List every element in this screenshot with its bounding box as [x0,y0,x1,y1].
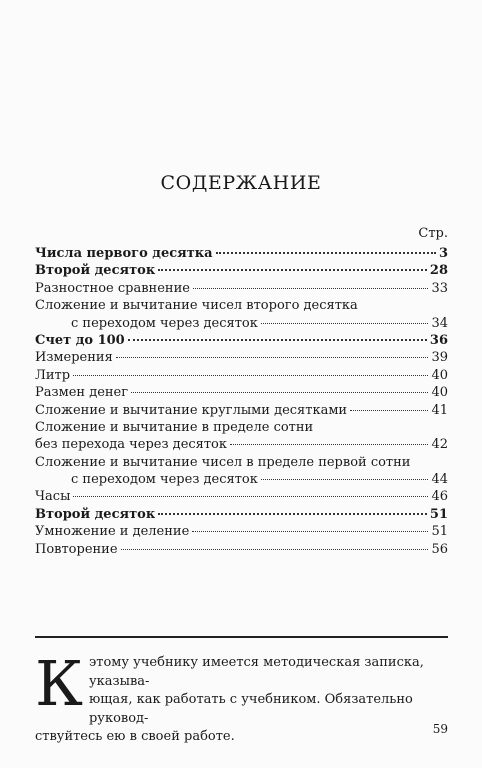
toc-entry [35,402,448,419]
toc-entry-page: 56 [431,541,448,557]
toc-entry [35,384,448,401]
toc-entry-title: Числа первого десятка [35,246,213,261]
toc-entry [35,488,448,505]
page-column-label: Стр. [418,226,448,241]
toc-entry-page: 34 [431,315,448,331]
toc-entry-page: 40 [431,385,448,401]
toc-entry [35,506,448,523]
toc-entry [35,454,448,471]
dot-leader [316,427,445,428]
note-line: этому учебнику имеется методическая записка, указыва- [88,655,424,689]
toc-entry-page: 36 [429,332,448,348]
toc-entry-page: 40 [431,367,448,383]
toc-entry-page: 41 [431,402,448,418]
toc-entry [35,419,448,436]
toc-entry-title: с переходом через десяток [71,472,258,488]
dot-leader [361,305,445,306]
dot-leader [116,356,429,358]
toc-entry [35,523,448,540]
toc-entry-page: 46 [431,489,448,505]
dot-leader [350,409,428,411]
toc-entry [35,367,448,384]
toc-entry-page: 51 [429,506,448,522]
toc-entry-title: Литр [35,367,71,383]
dot-leader [158,512,427,515]
toc-entry-page: 44 [431,472,448,488]
toc-entry-title: Счет до 100 [35,332,125,348]
toc-entry [35,332,448,349]
drop-cap: К [35,647,83,720]
dot-leader [131,391,428,393]
toc-entry-title: Второй десяток [35,506,156,522]
toc-entry [35,280,448,297]
dot-leader [121,548,429,550]
note-line: ющая, как работать с учебником. Обязательно руковод- [88,692,413,726]
toc-entry-page: 51 [431,524,448,540]
toc-entry-page: 33 [431,280,448,296]
divider [35,636,448,638]
toc-entry-title: Разностное сравнение [35,280,190,296]
toc-entry [35,297,448,314]
contents-title: СОДЕРЖАНИЕ [160,172,322,194]
toc-entry-title: Второй десяток [35,263,156,279]
dot-leader [192,530,428,532]
dot-leader [216,251,436,254]
note-line: ствуйтесь ею в своей работе. [35,729,235,744]
toc-entry-title: Сложение и вычитание чисел в пределе первой сотни [35,454,411,470]
toc-entry [35,245,448,262]
toc-entry-title: без перехода через десяток [35,437,228,453]
dot-leader [261,478,429,480]
toc-entry [35,471,448,488]
toc-entry-title: Умножение и деление [35,524,190,540]
toc-entry [35,315,448,332]
toc-entry [35,436,448,453]
toc-entry-page: 42 [431,437,448,453]
dot-leader [193,287,429,289]
methodical-note [35,647,450,747]
toc-entry-title: Размен денег [35,385,129,401]
toc-entry-page: 39 [431,350,448,366]
toc-entry-title: с переходом через десяток [71,315,258,331]
toc-entry-page: 3 [438,246,448,261]
toc-entry [35,349,448,366]
toc-entry-title: Часы [35,489,71,505]
toc-entry-title: Сложение и вычитание чисел второго десятка [35,298,358,314]
page-number: 59 [432,722,448,736]
dot-leader [73,495,428,497]
toc-entry [35,262,448,279]
toc-entry-title: Повторение [35,541,118,557]
toc-entry-title: Измерения [35,350,113,366]
toc-entry-page: 28 [429,263,448,279]
dot-leader [73,374,428,376]
dot-leader [413,462,445,463]
table-of-contents [35,245,448,558]
dot-leader [128,338,427,341]
dot-leader [261,322,429,324]
dot-leader [158,268,427,271]
toc-entry-title: Сложение и вычитание круглыми десятками [35,402,348,418]
toc-entry-title: Сложение и вычитание в пределе сотни [35,419,314,435]
dot-leader [230,443,428,445]
toc-entry [35,541,448,558]
